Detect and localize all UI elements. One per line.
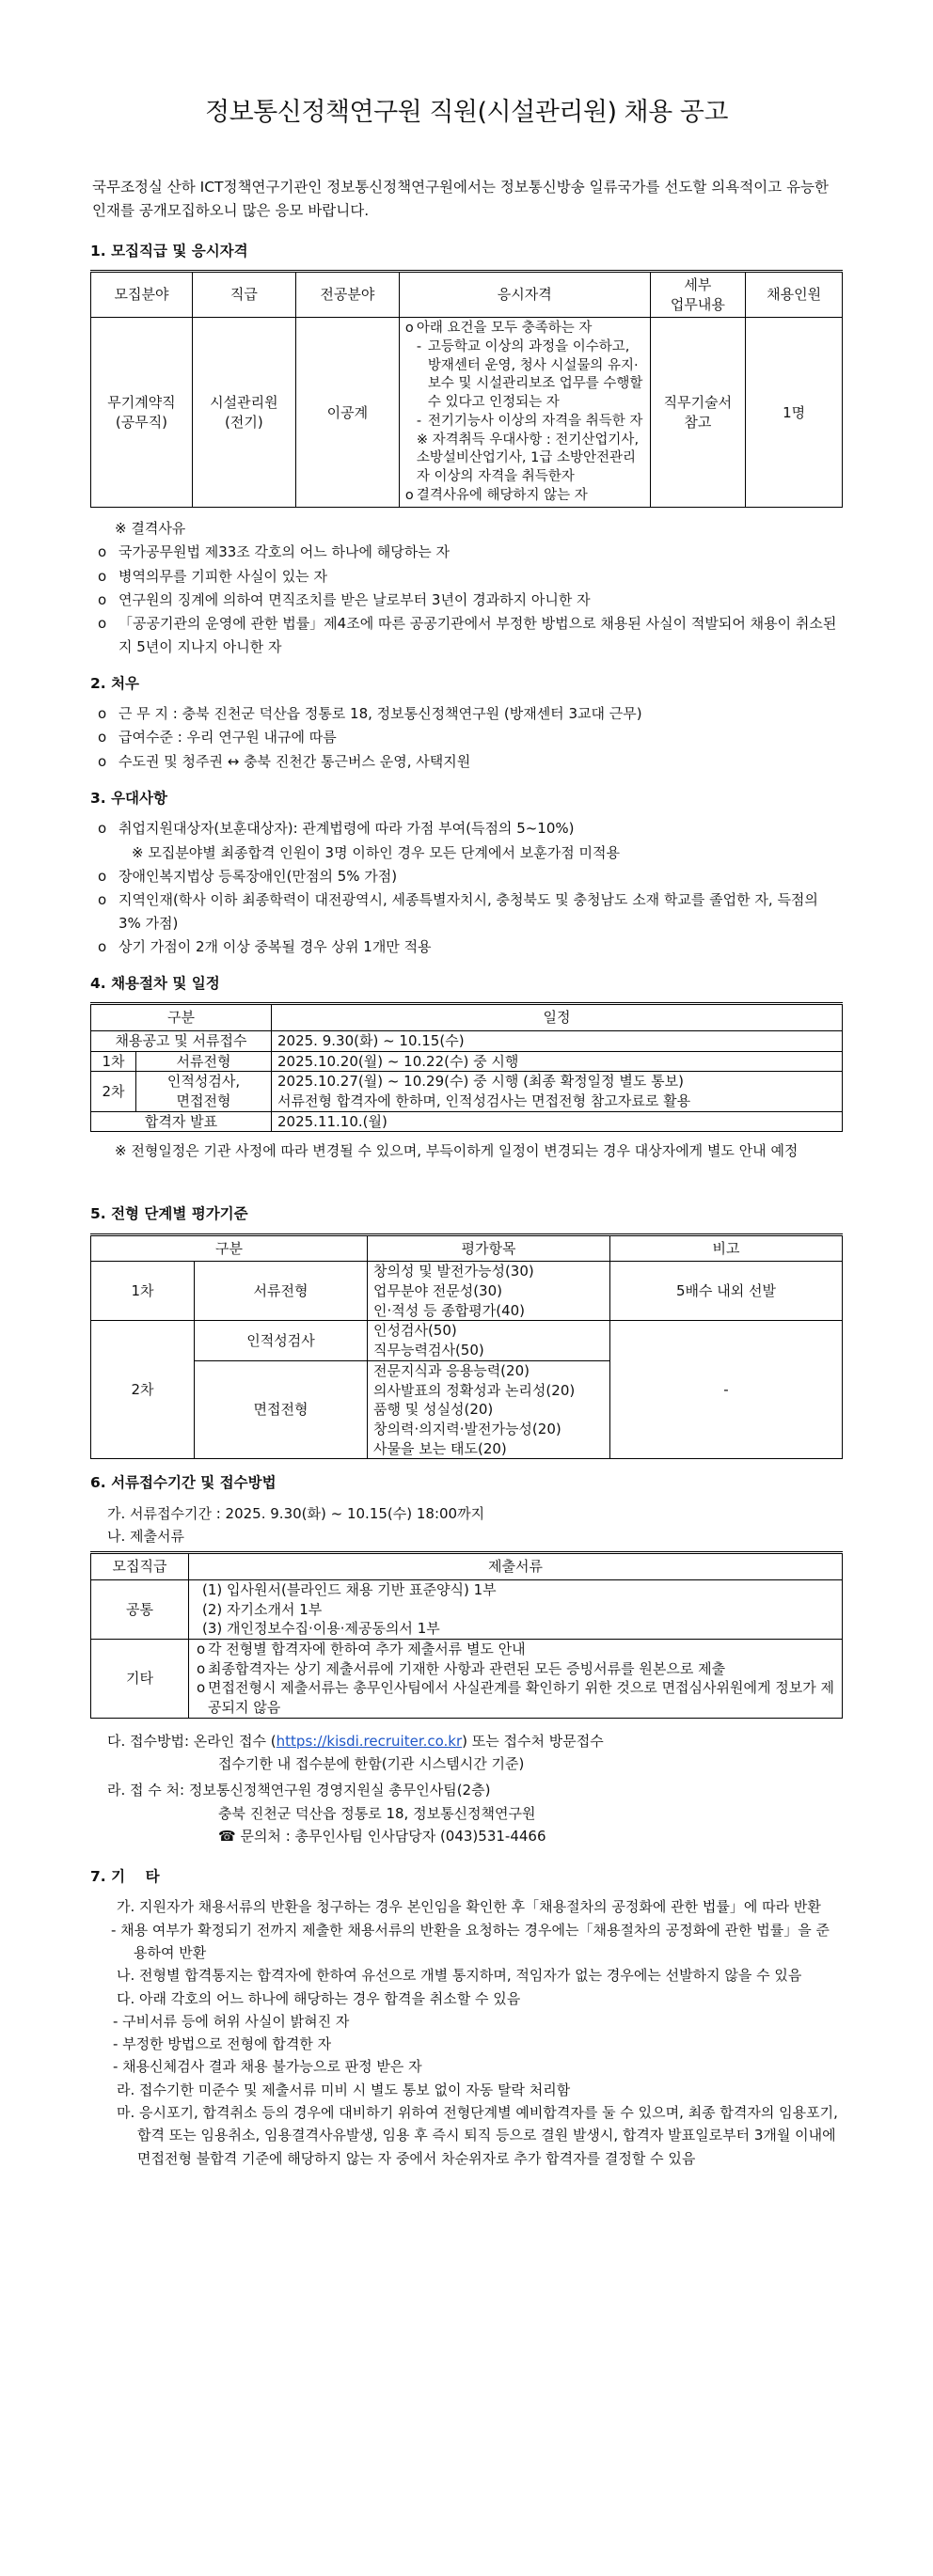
place-address: 충북 진천군 덕산읍 정통로 18, 정보통신정책연구원: [218, 1804, 536, 1822]
row-label: 인적성검사, 면접전형: [136, 1072, 272, 1111]
document-item: 면접전형시 제출서류는 총무인사팀에서 사실관계를 확인하기 위한 것으로 면접심사위원에게 정보가 제공되지 않음: [208, 1679, 834, 1716]
cell-grade: 시설관리원 (전기): [192, 318, 295, 508]
header-count: 채용인원: [746, 271, 843, 317]
row-label: 서류전형: [136, 1051, 272, 1072]
row-stage: 서류전형: [195, 1262, 368, 1321]
header-category: 구분: [91, 1004, 272, 1031]
misc-item-d: 라. 접수기한 미준수 및 제출서류 미비 시 별도 통보 없이 자동 탈락 처리함: [117, 2081, 571, 2098]
application-method: [90, 1730, 843, 1752]
criterion: 사물을 보는 태도(20): [373, 1439, 507, 1457]
document-item: 최종합격자는 상기 제출서류에 기재한 사항과 관련된 모든 증빙서류를 원본으로 제출: [208, 1659, 726, 1677]
section-2-heading: 2. 처우: [90, 674, 140, 692]
document-item: (2) 자기소개서 1부: [202, 1600, 323, 1618]
disq-item: 병역의무를 기피한 사실이 있는 자: [119, 567, 327, 585]
row-stage: 면접전형: [195, 1360, 368, 1458]
section-3-heading: 3. 우대사항: [90, 790, 167, 808]
benefit-item: 수도권 및 청주권 ↔ 충북 진천간 통근버스 운영, 사택지원: [119, 752, 471, 770]
recruitment-table: [90, 270, 843, 509]
row-schedule: 2025. 9.30(화) ~ 10.15(수): [272, 1031, 843, 1052]
table-row: [91, 1072, 843, 1111]
documents-table-header: [91, 1553, 843, 1580]
evaluation-table-header: [91, 1234, 843, 1262]
preference-note: ※ 모집분야별 최종합격 인원이 3명 이하인 경우 모든 단계에서 보훈가점 미적용: [132, 843, 620, 861]
table-row: [91, 1321, 843, 1360]
header-major: 전공분야: [295, 271, 399, 317]
method-note: 접수기한 내 접수분에 한함(기관 시스템시간 기준): [218, 1754, 525, 1772]
header-category: 구분: [91, 1234, 368, 1262]
cell-field: 무기계약직 (공무직): [91, 318, 193, 508]
disqualification-title: ※ 결격사유: [115, 520, 186, 538]
row-remark: 5배수 내외 선발: [610, 1262, 843, 1321]
row-step: 2차: [91, 1321, 195, 1459]
schedule-table-header: [91, 1004, 843, 1031]
preference-item: 장애인복지법상 등록장애인(만점의 5% 가점): [119, 867, 398, 885]
row-label: 채용공고 및 서류접수: [91, 1031, 272, 1052]
cell-duty: 직무기술서 참고: [650, 318, 746, 508]
document-item: (1) 입사원서(블라인드 채용 기반 표준양식) 1부: [202, 1580, 497, 1598]
qual-note: ※ 자격취득 우대사항 : 전기산업기사, 소방설비산업기사, 1급 소방안전관리자 이상의 자격을 취득한자: [416, 432, 640, 484]
criterion: 품행 및 성실성(20): [373, 1401, 494, 1419]
row-items: [368, 1321, 610, 1360]
preference-item: 상기 가점이 2개 이상 중복될 경우 상위 1개만 적용: [119, 937, 432, 955]
table-row: [91, 318, 843, 508]
criterion: 창의성 및 발전가능성(30): [373, 1263, 534, 1280]
method-prefix: 다. 접수방법: 온라인 접수 (: [107, 1732, 277, 1750]
row-schedule: 2025.11.10.(월): [272, 1111, 843, 1132]
bullet-o: o: [404, 321, 414, 337]
table-row: [91, 1031, 843, 1052]
table-row: [91, 1639, 843, 1718]
criterion: 창의력·의지력·발전가능성(20): [373, 1420, 561, 1437]
document-item: (3) 개인정보수집·이용·제공동의서 1부: [202, 1620, 440, 1638]
header-field: 모집분야: [91, 271, 193, 317]
criterion: 업무분야 전문성(30): [373, 1282, 502, 1300]
header-remark: 비고: [610, 1234, 843, 1262]
section-6-heading: 6. 서류접수기간 및 접수방법: [90, 1474, 277, 1492]
criterion: 인성검사(50): [373, 1322, 457, 1340]
row-step: 1차: [91, 1262, 195, 1321]
header-qualification: 응시자격: [399, 271, 650, 317]
table-row: [91, 1051, 843, 1072]
row-schedule: 2025.10.27(월) ~ 10.29(수) 중 시행 (최종 확정일정 별도 통보) 서류전형 합격자에 한하며, 인적성검사는 면접전형 참고자료로 활용: [272, 1072, 843, 1111]
row-label: 공통: [91, 1579, 189, 1639]
cell-major: 이공계: [295, 318, 399, 508]
disq-item: 국가공무원법 제33조 각호의 어느 하나에 해당하는 자: [119, 543, 450, 561]
table-row: [91, 1262, 843, 1321]
table-row: [91, 1111, 843, 1132]
qual-1: 아래 요건을 모두 충족하는 자: [416, 321, 593, 337]
preference-item: 취업지원대상자(보훈대상자): 관계법령에 따라 가점 부여(득점의 5~10%): [119, 820, 575, 838]
row-stage: 인적성검사: [195, 1321, 368, 1360]
disq-item: 연구원의 징계에 의하여 면직조치를 받은 날로부터 3년이 경과하지 아니한 자: [119, 591, 591, 609]
application-period: 가. 서류접수기간 : 2025. 9.30(화) ~ 10.15(수) 18:00까지: [107, 1504, 485, 1522]
table-row: [91, 1579, 843, 1639]
misc-item-e: 마. 응시포기, 합격취소 등의 경우에 대비하기 위하여 전형단계별 예비합격자를 둘 수 있으며, 최종 합격자의 임용포기, 합격 또는 임용취소, 임용결격사유발생, 임용 후 즉시 퇴직 등으로 결원 발생시, 합격자 발표일로부터 3개월 이내에 면접전형 불합격 기준에 해당하지 않는 자 중에서 차순위자로 추가 합격자를 결정할 수 있음: [117, 2104, 838, 2167]
misc-item-c: 다. 아래 각호의 어느 하나에 해당하는 경우 합격을 취소할 수 있음: [117, 1989, 521, 2007]
application-place: 라. 접 수 처: 정보통신정책연구원 경영지원실 총무인사팀(2층): [107, 1782, 491, 1799]
row-step: 1차: [91, 1051, 136, 1072]
header-grade: 모집직급: [91, 1553, 189, 1580]
job-posting-document: 정보통신정책연구원 직원(시설관리원) 채용 공고 국무조정실 산하 ICT정책연구기관인 정보통신정책연구원에서는 정보통신방송 일류국가를 선도할 의욕적이고 유능한 인재를 공개모집하오니 많은 응모 바랍니다. 1. 모집직급 및 응시자격 모집분야 직급 전공분야 응시자격 세부 업무내용 채용인원 무기계약직 (공무직) 시설관리원 (전기) 이공계 o 아래 요건을 모두 충족하는 자 - 고등학교 이상의 과정을 이수하고, 방재센터 운영, 청사 시설물의 유지·보수 및 시설관리보조 업무를 수행할 수 있다고 인정되는 자 - 전기기능사 이상의 자격을 취득한 자 ※ 자격취득 우대사항 : 전기산업기사, 소방설비산업기사, 1급 소방안전관리자 이상의 자격을 취득한자 o 결격사유에 해당하지 않는 자 직무기술서 참고 1명 ※ 결격사유 o 국가공무원법 제33조 각호의 어느 하나에 해당하는 자 o 병역의무를 기피한 사실이 있는 자 o 연구원의 징계에 의하여 면직조치를 받은 날로부터 3년이 경과하지 아니한 자 o 「공공기관의 운영에 관한 법률」제4조에 따른 공공기관에서 부정한 방법으로 채용된 사실이 적발되어 채용이 취소된지 5년이 지나지 아니한 자 2. 처우 o 근 무 지 : 충북 진천군 덕산읍 정통로 18, 정보통신정책연구원 (방재센터 3교대 근무) o 급여수준 : 우리 연구원 내규에 따름 o 수도권 및 청주권 ↔ 충북 진천간 통근버스 운영, 사택지원 3. 우대사항 o 취업지원대상자(보훈대상자): 관계법령에 따라 가점 부여(득점의 5~10%) ※ 모집분야별 최종합격 인원이 3명 이하인 경우 모든 단계에서 보훈가점 미적용 o 장애인복지법상 등록장애인(만점의 5% 가점) o 지역인재(학사 이하 최종학력이 대전광역시, 세종특별자치시, 충청북도 및 충청남도 소재 학교를 졸업한 자, 득점의 3% 가점) o 상기 가점이 2개 이상 중복될 경우 상위 1개만 적용 4. 채용절차 및 일정 구분 일정 채용공고 및 서류접수 2025. 9.30(화) ~ 10.15(수) 1차 서류전형 2025.10.20(월) ~ 10.22(수) 중 시행 2차 인적성검사, 면접전형 2025.10.27(월) ~ 10.29(수) 중 시행 (최종 확정일정 별도 통보) 서류전형 합격자에 한하며, 인적성검사는 면접전형 참고자료로 활용 합격자 발표 2025.11.10.(월) ※ 전형일정은 기관 사정에 따라 변경될 수 있으며, 부득이하게 일정이 변경되는 경우 대상자에게 별도 안내 예정 5. 전형 단계별 평가기준 구분 평가항목 비고 1차 서류전형 창의성 및 발전가능성(30) 업무분야 전문성(30) 인·적성 등 종합평가(40) 5배수 내외 선발 2차 인적성검사 인성검사(50) 직무능력검사(50) - 면접전형 전문지식과 응용능력(20) 의사발표의 정확성과 논리성(20) 품행 및 성실성(20) 창의력·의지력·발전가능성(20) 사물을 보는 태도(20) 6. 서류접수기간 및 접수방법 가. 서류접수기간 : 2025. 9.30(화) ~ 10.15(수) 18:00까지 나. 제출서류 모집직급 제출서류 공통 (1) 입사원서(블라인드 채용 기반 표준양식) 1부 (2) 자기소개서 1부 (3) 개인정보수집·이용·제공동의서 1부 기타 o 각 전형별 합격자에 한하여 추가 제출서류 별도 안내 o 최종합격자는 상기 제출서류에 기재한 사항과 관련된 모든 증빙서류를 원본으로 제출 o 면접전형시 제출서류는 총무인사팀에서 사실관계를 확인하기 위한 것으로 면접심사위원에게 정보가 제공되지 않음 다. 접수방법: 온라인 접수 (https://kisdi.recruiter.co.kr) 또는 접수처 방문접수 접수기한 내 접수분에 한함(기관 시스템시간 기준) 라. 접 수 처: 정보통신정책연구원 경영지원실 총무인사팀(2층) 충북 진천군 덕산읍 정통로 18, 정보통신정책연구원 ☎ 문의처 : 총무인사팀 인사담당자 (043)531-4466 7. 기 타 가. 지원자가 채용서류의 반환을 청구하는 경우 본인임을 확인한 후「채용절차의 공정화에 관한 법률」에 따라 반환 - 채용 여부가 확정되기 전까지 제출한 채용서류의 반환을 요청하는 경우에는「채용절차의 공정화에 관한 법률」을 준용하여 반환 나. 전형별 합격통지는 합격자에 한하여 유선으로 개별 통지하며, 적임자가 없는 경우에는 선발하지 않을 수 있음 다. 아래 각호의 어느 하나에 해당하는 경우 합격을 취소할 수 있음 - 구비서류 등에 허위 사실이 밝혀진 자 - 부정한 방법으로 전형에 합격한 자 - 채용신체검사 결과 채용 불가능으로 판정 받은 자 라. 접수기한 미준수 및 제출서류 미비 시 별도 통보 없이 자동 탈락 처리함 마. 응시포기, 합격취소 등의 경우에 대비하기 위하여 전형단계별 예비합격자를 둘 수 있으며, 최종 합격자의 임용포기, 합격 또는 임용취소, 임용결격사유발생, 임용 후 즉시 퇴직 등으로 결원 발생시, 합격자 발표일로부터 3개월 이내에 면접전형 불합격 기준에 해당하지 않는 자 중에서 차순위자로 추가 합격자를 결정할 수 있음: [0, 0, 933, 2576]
criterion: 의사발표의 정확성과 논리성(20): [373, 1381, 576, 1399]
criterion: 인·적성 등 종합평가(40): [373, 1301, 526, 1319]
misc-item-c-sub: - 채용신체검사 결과 채용 불가능으로 판정 받은 자: [113, 2058, 422, 2076]
header-items: 평가항목: [368, 1234, 610, 1262]
cell-count: 1명: [746, 318, 843, 508]
method-suffix: ) 또는 접수처 방문접수: [462, 1732, 604, 1750]
qual-2: 결격사유에 해당하지 않는 자: [416, 487, 588, 503]
document-item: 각 전형별 합격자에 한하여 추가 제출서류 별도 안내: [208, 1640, 526, 1657]
misc-item-a: 가. 지원자가 채용서류의 반환을 청구하는 경우 본인임을 확인한 후「채용절차의 공정화에 관한 법률」에 따라 반환: [117, 1898, 821, 1916]
row-documents: o 각 전형별 합격자에 한하여 추가 제출서류 별도 안내 o 최종합격자는 상기 제출서류에 기재한 사항과 관련된 모든 증빙서류를 원본으로 제출 o 면접전형시 제출서류는 총무인사팀에서 사실관계를 확인하기 위한 것으로 면접심사위원에게 정보가 제공되지 않음: [189, 1639, 843, 1718]
schedule-note: ※ 전형일정은 기관 사정에 따라 변경될 수 있으며, 부득이하게 일정이 변경되는 경우 대상자에게 별도 안내 예정: [115, 1142, 799, 1160]
row-documents: [189, 1579, 843, 1639]
documents-label: 나. 제출서류: [107, 1527, 184, 1545]
contact-phone: ☎ 문의처 : 총무인사팀 인사담당자 (043)531-4466: [218, 1827, 546, 1845]
row-step: 2차: [91, 1072, 136, 1111]
misc-item-a-sub: - 채용 여부가 확정되기 전까지 제출한 채용서류의 반환을 요청하는 경우에는「채용절차의 공정화에 관한 법률」을 준용하여 반환: [111, 1921, 830, 1961]
section-7-heading: 7. 기 타: [90, 1868, 160, 1886]
evaluation-table: [90, 1233, 843, 1460]
misc-item-c-sub: - 부정한 방법으로 전형에 합격한 자: [113, 2035, 332, 2053]
row-items: [368, 1360, 610, 1458]
row-remark: -: [610, 1321, 843, 1459]
header-schedule: 일정: [272, 1004, 843, 1031]
qual-1b: 전기기능사 이상의 자격을 취득한 자: [427, 413, 643, 429]
preference-item: 지역인재(학사 이하 최종학력이 대전광역시, 세종특별자치시, 충청북도 및 충청남도 소재 학교를 졸업한 자, 득점의 3% 가점): [119, 891, 818, 932]
row-label: 합격자 발표: [91, 1111, 272, 1132]
section-5-heading: 5. 전형 단계별 평가기준: [90, 1205, 248, 1223]
row-items: [368, 1262, 610, 1321]
header-duty: 세부 업무내용: [650, 271, 746, 317]
section-1-heading: 1. 모집직급 및 응시자격: [90, 242, 248, 259]
document-title: 정보통신정책연구원 직원(시설관리원) 채용 공고: [205, 98, 728, 127]
misc-item-b: 나. 전형별 합격통지는 합격자에 한하여 유선으로 개별 통지하며, 적임자가 없는 경우에는 선발하지 않을 수 있음: [117, 1967, 802, 1985]
header-documents: 제출서류: [189, 1553, 843, 1580]
row-schedule: 2025.10.20(월) ~ 10.22(수) 중 시행: [272, 1051, 843, 1072]
recruit-site-link[interactable]: https://kisdi.recruiter.co.kr: [276, 1732, 463, 1750]
recruitment-table-header: [91, 271, 843, 317]
benefit-item: 급여수준 : 우리 연구원 내규에 따름: [119, 729, 337, 746]
benefit-item: 근 무 지 : 충북 진천군 덕산읍 정통로 18, 정보통신정책연구원 (방재센터 3교대 근무): [119, 705, 642, 723]
criterion: 전문지식과 응용능력(20): [373, 1361, 530, 1379]
criterion: 직무능력검사(50): [373, 1342, 484, 1359]
schedule-table: [90, 1002, 843, 1132]
documents-table: [90, 1551, 843, 1719]
section-4-heading: 4. 채용절차 및 일정: [90, 975, 220, 993]
qual-1a: 고등학교 이상의 과정을 이수하고, 방재센터 운영, 청사 시설물의 유지·보수 및 시설관리보조 업무를 수행할 수 있다고 인정되는 자: [427, 338, 643, 411]
header-grade: 직급: [192, 271, 295, 317]
intro-paragraph: 국무조정실 산하 ICT정책연구기관인 정보통신정책연구원에서는 정보통신방송 일류국가를 선도할 의욕적이고 유능한 인재를 공개모집하오니 많은 응모 바랍니다.: [92, 178, 829, 220]
misc-item-c-sub: - 구비서류 등에 허위 사실이 밝혀진 자: [113, 2012, 350, 2030]
disq-item: 「공공기관의 운영에 관한 법률」제4조에 따른 공공기관에서 부정한 방법으로 채용된 사실이 적발되어 채용이 취소된지 5년이 지나지 아니한 자: [119, 615, 837, 655]
cell-qualification: o 아래 요건을 모두 충족하는 자 - 고등학교 이상의 과정을 이수하고, 방재센터 운영, 청사 시설물의 유지·보수 및 시설관리보조 업무를 수행할 수 있다고 인정되는 자 - 전기기능사 이상의 자격을 취득한 자 ※ 자격취득 우대사항 : 전기산업기사, 소방설비산업기사, 1급 소방안전관리자 이상의 자격을 취득한자 o 결격사유에 해당하지 않는 자: [399, 318, 650, 508]
row-label: 기타: [91, 1639, 189, 1718]
